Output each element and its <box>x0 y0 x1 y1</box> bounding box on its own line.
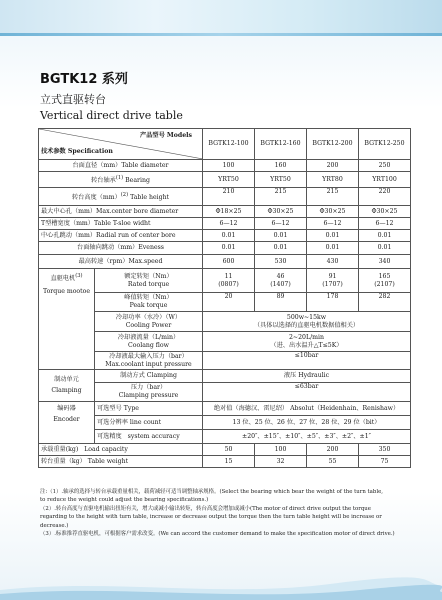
cell: 160 <box>255 160 307 172</box>
cell: 6—12 <box>307 218 359 230</box>
group-motor <box>39 269 95 370</box>
row-clamping-type <box>39 370 411 383</box>
row-label: 可选型号 Type <box>95 402 203 416</box>
row-axial <box>39 242 411 255</box>
header-models: 产品型号 Models <box>140 132 192 139</box>
cell-value: 91 <box>328 272 337 280</box>
spec-table <box>38 128 411 468</box>
row-clamping-pressure <box>39 383 411 402</box>
row-diameter <box>39 160 411 172</box>
model-4: BGTK12-250 <box>359 129 411 160</box>
label-cn: 转台高度（mm） <box>71 193 121 201</box>
group-label-cn: 制动单元 <box>54 376 79 384</box>
cell: 215 <box>307 188 359 206</box>
cell: 32 <box>255 456 307 468</box>
cell-motor-code: (0807) <box>218 280 239 288</box>
row-label <box>95 312 203 332</box>
cell: Φ30×25 <box>255 206 307 218</box>
model-2: BGTK12-160 <box>255 129 307 160</box>
row-label <box>95 269 203 293</box>
cell-span: ±20″、±15″、±10″、±5″、±3″、±2″、±1″ <box>203 430 411 444</box>
cell-value: 46 <box>276 272 285 280</box>
cell: 6—12 <box>203 218 255 230</box>
cell: 0.01 <box>359 230 411 242</box>
cell-span <box>203 312 411 332</box>
cell-note: （具体以选择的直驱电机数据值相关） <box>253 321 360 329</box>
cell-span: ≤63bar <box>203 383 411 402</box>
label-cn: 冷却功率（水冷）（W） <box>115 313 182 321</box>
cell: 100 <box>255 444 307 456</box>
footnote-line: （2）.转台高度与直驱电机输出扭矩有关，增大或减小输出转矩，转台高度会增加或减小(The motor of direct drive output the torque <box>40 505 371 512</box>
row-speed <box>39 255 411 269</box>
row-label <box>95 332 203 352</box>
row-encoder-type <box>39 402 411 416</box>
group-encoder <box>39 402 95 444</box>
label-en: Cooling Power <box>125 321 172 329</box>
row-weight <box>39 456 411 468</box>
row-bore <box>39 206 411 218</box>
row-label <box>95 383 203 402</box>
label-cn: 压力（bar） <box>130 384 167 392</box>
row-bearing <box>39 172 411 188</box>
cell: 6—12 <box>359 218 411 230</box>
cell: 210 <box>203 188 255 206</box>
row-label: 转台重量（kg） Table weight <box>39 456 203 468</box>
cell: 0.01 <box>359 242 411 255</box>
cell: 55 <box>307 456 359 468</box>
label-en: Load capacity <box>84 445 128 453</box>
footnote-line: regarding to the height with turn table, increase or decrease output the torque then the turn table height will be increase or decrease.) <box>40 514 382 529</box>
row-peak-torque <box>39 293 411 312</box>
cell-value: 165 <box>378 272 391 280</box>
header-spec: 技术参数 Specification <box>41 148 113 156</box>
row-label: T型槽宽度（mm）Table T-sloe widht <box>39 218 203 230</box>
cell: 0.01 <box>307 242 359 255</box>
label-cn: 峰值转矩（Nm） <box>124 294 173 302</box>
cell: YRT50 <box>203 172 255 188</box>
cell: 0.01 <box>307 230 359 242</box>
cell-note: （进、出水温升△T≤5K） <box>270 341 343 349</box>
row-rated-torque <box>39 269 411 293</box>
row-label: 最大中心孔（mm）Max.center bore diameter <box>39 206 203 218</box>
row-label <box>95 352 203 370</box>
cell: 200 <box>307 444 359 456</box>
group-label-en: Torque mootoe <box>42 287 91 295</box>
cell <box>255 269 307 293</box>
cell: 15 <box>203 456 255 468</box>
label-en: Coolang flow <box>128 341 169 349</box>
row-label <box>39 188 203 206</box>
label-en: Bearing <box>125 176 150 184</box>
cell-value: 500w~15kw <box>286 313 327 321</box>
title-block <box>40 68 183 122</box>
row-label <box>95 293 203 312</box>
cell-span: 13 位、25 位、26 位、27 位、28 位、29 位（bit） <box>203 416 411 430</box>
cell: 0.01 <box>203 230 255 242</box>
cell-value: 11 <box>224 272 233 280</box>
cell: 250 <box>359 160 411 172</box>
footnote-ref: (3) <box>75 273 83 279</box>
cell: 0.01 <box>255 242 307 255</box>
footer-wave <box>0 572 442 600</box>
model-3: BGTK12-200 <box>307 129 359 160</box>
cell: 100 <box>203 160 255 172</box>
footnote-line: 注:（1）.轴承的选择与转台承载重量相关，载荷减轻可适当调整轴承规格。(Select the bearing which bear the weight of the turn table, <box>40 489 383 495</box>
row-label: 制动方式 Clamping <box>95 370 203 383</box>
cell: YRT50 <box>255 172 307 188</box>
row-label: 中心孔跳动（mm）Radial run of center bore <box>39 230 203 242</box>
cell: Φ30×25 <box>359 206 411 218</box>
table-header-row <box>39 129 411 160</box>
row-label <box>95 430 203 444</box>
row-label: 台面直径（mm）Table diameter <box>39 160 203 172</box>
label-en: Rated torque <box>127 280 170 288</box>
series-title: BGTK12 系列 <box>40 72 128 87</box>
footnote-line: to reduce the weight could adjust the bearing specifications.) <box>40 497 209 504</box>
row-label: 台面轴向跳动（mm）Eveness <box>39 242 203 255</box>
cell: 0.01 <box>255 230 307 242</box>
row-cooling-flow <box>39 332 411 352</box>
row-load <box>39 444 411 456</box>
cell: 430 <box>307 255 359 269</box>
row-encoder-lines <box>39 416 411 430</box>
cell-span: ≤10bar <box>203 352 411 370</box>
group-label-cn: 直驱电机 <box>50 275 76 283</box>
row-radial <box>39 230 411 242</box>
cell: YRT80 <box>307 172 359 188</box>
cell: 89 <box>255 293 307 312</box>
cell-value: 2~20L/min <box>288 333 325 341</box>
cell <box>203 269 255 293</box>
label-cn: 转台轴承 <box>91 176 116 184</box>
label-cn: 可选精度 <box>97 432 122 440</box>
footnote-ref: (1) <box>115 174 124 181</box>
cell-span: 绝对值（海德汉、雷尼绍） Absolut（Heidenhain、Renishaw） <box>203 402 411 416</box>
cell: 178 <box>307 293 359 312</box>
row-tslot <box>39 218 411 230</box>
row-label <box>39 444 203 456</box>
row-encoder-accuracy <box>39 430 411 444</box>
row-label <box>39 172 203 188</box>
cell: 50 <box>203 444 255 456</box>
cell <box>307 269 359 293</box>
title-chinese: 立式直驱转台 <box>40 93 106 106</box>
row-coolant-pressure <box>39 352 411 370</box>
label-en: Table height <box>130 193 170 201</box>
footnotes <box>40 488 410 538</box>
cell: 6—12 <box>255 218 307 230</box>
header-diagonal-cell <box>39 129 203 160</box>
title-english: Vertical direct drive table <box>40 109 183 122</box>
label-en: Peak torque <box>129 302 168 309</box>
group-clamping <box>39 370 95 402</box>
cell-motor-code: (1407) <box>270 280 291 288</box>
cell-span: 液压 Hydraulic <box>203 370 411 383</box>
cell: 0.01 <box>203 242 255 255</box>
header-band <box>0 0 442 36</box>
cell: 215 <box>255 188 307 206</box>
cell: 200 <box>307 160 359 172</box>
cell: 20 <box>203 293 255 312</box>
cell <box>359 269 411 293</box>
label-en: Clamping pressure <box>118 392 179 399</box>
label-cn: 冷却液流量（L/min） <box>117 333 180 341</box>
group-label-cn: 编码器 <box>57 405 76 412</box>
cell-motor-code: (1707) <box>322 280 343 288</box>
cell: 530 <box>255 255 307 269</box>
group-label-en: Encoder <box>53 415 80 423</box>
row-label: 可选分辨率 line count <box>95 416 203 430</box>
label-en: system accuracy <box>127 432 180 440</box>
cell: 350 <box>359 444 411 456</box>
footnote-line: （3）.标准推荐直驱电机，可根据客户需求改变。(We can accord the customer demand to make the specification motor of direct drive.) <box>40 530 395 537</box>
model-1: BGTK12-100 <box>203 129 255 160</box>
label-cn: 承载重量(kg) <box>41 445 79 453</box>
label-cn: 冷却液最大输入压力（bar） <box>109 352 188 360</box>
cell: YRT100 <box>359 172 411 188</box>
row-height <box>39 188 411 206</box>
group-label-en: Clamping <box>51 387 82 394</box>
row-cooling-power <box>39 312 411 332</box>
cell: Φ30×25 <box>307 206 359 218</box>
label-cn: 额定转矩（Nm） <box>124 272 173 280</box>
cell: 75 <box>359 456 411 468</box>
cell: Φ18×25 <box>203 206 255 218</box>
cell: 600 <box>203 255 255 269</box>
cell: 220 <box>359 188 411 206</box>
cell: 340 <box>359 255 411 269</box>
row-label: 最高转速（rpm）Max.speed <box>39 255 203 269</box>
footnote-ref: (2) <box>120 191 129 198</box>
label-en: Max.coolant input pressure <box>105 360 192 368</box>
cell: 282 <box>359 293 411 312</box>
cell-span <box>203 332 411 352</box>
cell-motor-code: (2107) <box>374 280 395 288</box>
